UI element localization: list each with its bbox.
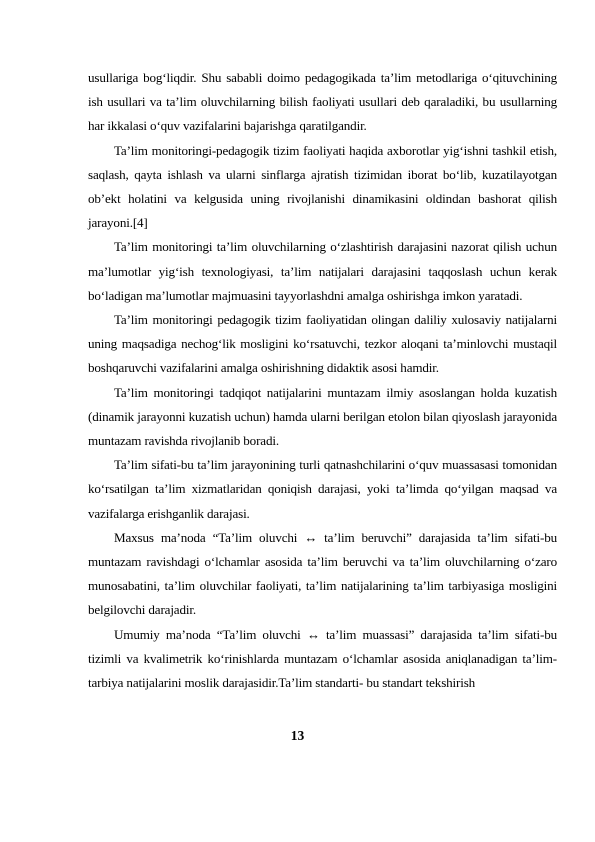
paragraph-monitoring-results: Ta’lim monitoringi pedagogik tizim faoliyatidan olingan daliliy xulosaviy natijalarni uning maqsadiga nechog‘lik mosligini ko‘rsatuvchi, tezkor aloqani ta’minlovchi mustaqil boshqaruvchi vazifalarini amalga oshirishning didaktik asosi hamdir. xyxy=(88,312,557,376)
paragraph-monitoring-definition: Ta’lim monitoringi-pedagogik tizim faoliyati haqida axborotlar yig‘ishni tashkil etish, saqlash, qayta ishlash va ularni sinflarga ajratish tizimidan iborat bo‘lib, kuzatilayotgan ob’ekt holatini va kelgusida uning rivojlanishi dinamikasini oldindan bashorat qilish jarayoni.[4] xyxy=(88,142,557,231)
paragraph-general-meaning: Umumiy ma’noda “Ta’lim oluvchi ↔ ta’lim muassasi” darajasida ta’lim sifati-bu tizimli va kvalimetrik ko‘rinishlarda muntazam o‘lchamlar asosida aniqlanadigan ta’lim-tarbiya natijalarini moslik darajasidir.Ta’lim standarti- bu standart tekshirish xyxy=(88,626,557,691)
document-body xyxy=(88,66,557,695)
page-number: 13 xyxy=(290,728,305,743)
paragraph-continuation: usullariga bog‘liqdir. Shu sababli doimo pedagogikada ta’lim metodlariga o‘qituvchining ish usullari va ta’lim oluvchilarning bilish faoliyati usullari deb qaraladiki, bu usullarning har ikkalasi o‘quv vazifalarini bajarishga qaratilgandir. xyxy=(88,70,557,134)
paragraph-special-meaning: Maxsus ma’noda “Ta’lim oluvchi ↔ ta’lim beruvchi” darajasida ta’lim sifati-bu muntazam ravishdagi o‘lchamlar asosida ta’lim beruvchi va ta’lim oluvchilarning o‘zaro munosabatini, ta’lim oluvchilar faoliyati, ta’lim natijalarining ta’lim tarbiyasiga mosligini belgilovchi darajadir. xyxy=(88,529,557,618)
paragraph-monitoring-technology: Ta’lim monitoringi ta’lim oluvchilarning o‘zlashtirish darajasini nazorat qilish uchun ma’lumotlar yig‘ish texnologiyasi, ta’lim natijalari darajasini taqqoslash uchun kerak bo‘ladigan ma’lumotlar majmuasini tayyorlashdni amalga oshirishga imkon yaratadi. xyxy=(88,239,557,303)
paragraph-monitoring-research: Ta’lim monitoringi tadqiqot natijalarini muntazam ilmiy asoslangan holda kuzatish (dinamik jarayonni kuzatish uchun) hamda ularni berilgan etolon bilan qiyoslash jarayonida muntazam ravishda rivojlanib boradi. xyxy=(88,384,557,449)
paragraph-education-quality: Ta’lim sifati-bu ta’lim jarayonining turli qatnashchilarini o‘quv muassasasi tomonidan ko‘rsatilgan ta’lim xizmatlaridan qoniqish darajasi, yoki ta’limda qo‘yilgan maqsad va vazifalarga erishganlik darajasi. xyxy=(88,457,557,521)
